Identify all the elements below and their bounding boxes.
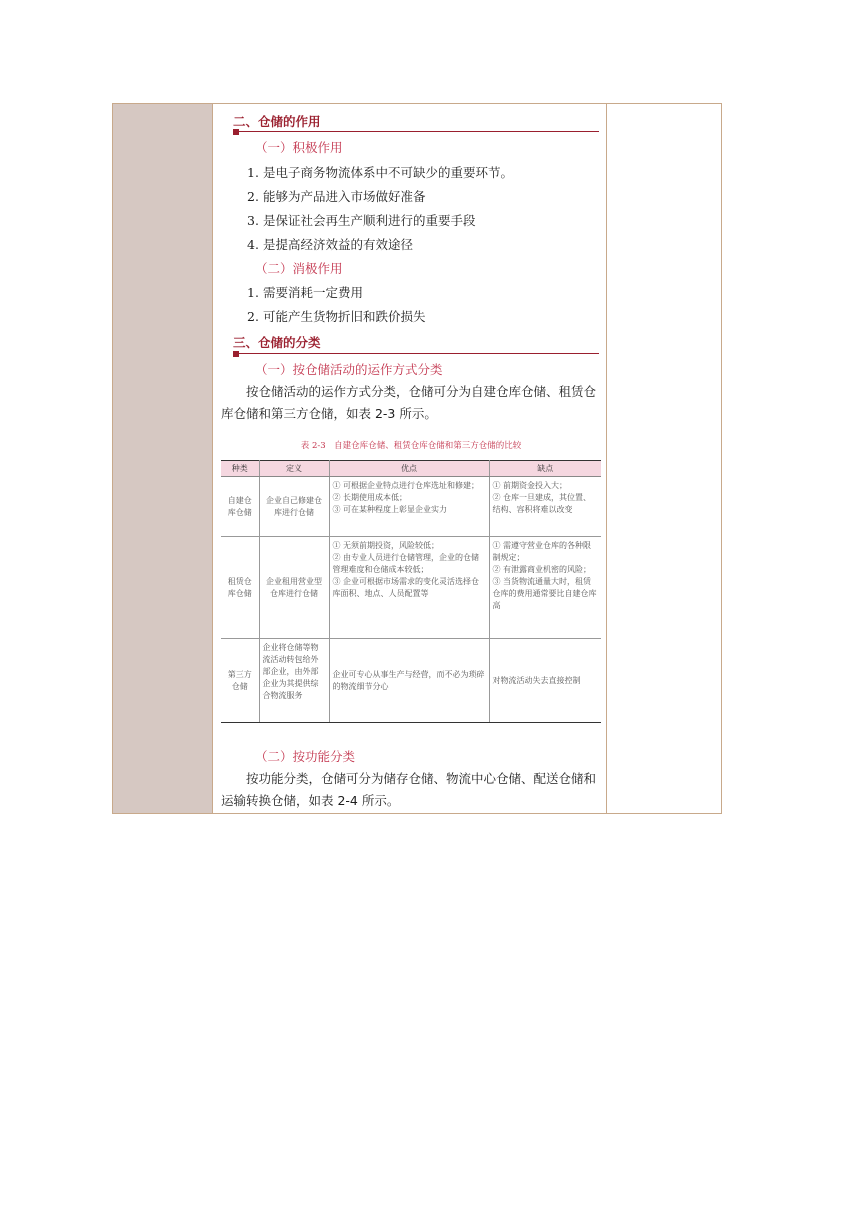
section-heading-classification: 三、仓储的分类	[233, 335, 321, 350]
header-pros: 优点	[329, 461, 489, 477]
list-item: 1. 需要消耗一定费用	[247, 285, 363, 300]
section-heading-role: 二、仓储的作用	[233, 114, 321, 129]
list-item: 2. 能够为产品进入市场做好准备	[247, 189, 426, 204]
left-column-cell	[113, 104, 213, 813]
cell-cons: ① 前期资金投入大； ② 仓库一旦建成，其位置、结构、容积将难以改变	[489, 477, 601, 537]
cell-cons: 对物流活动失去直接控制	[489, 639, 601, 723]
subheading-by-function: （二）按功能分类	[255, 749, 356, 764]
section-heading-rule	[235, 131, 599, 132]
cell-pros: ① 可根据企业特点进行仓库选址和修建； ② 长期使用成本低； ③ 可在某种程度上彰显企业实力	[329, 477, 489, 537]
section-heading-rule	[235, 353, 599, 354]
cell-definition: 企业自己修建仓库进行仓储	[259, 477, 329, 537]
header-definition: 定义	[259, 461, 329, 477]
paragraph-function: 按功能分类，仓储可分为储存仓储、物流中心仓储、配送仓储和运输转换仓储，如表 2-4 所示。	[221, 771, 597, 808]
table-header-row	[221, 461, 601, 477]
comparison-table	[221, 460, 601, 723]
cell-pros: ① 无须前期投资，风险较低； ② 由专业人员进行仓储管理，企业的仓储管理难度和仓储成本较低； ③ 企业可根据市场需求的变化灵活选择仓库面积、地点、人员配置等	[329, 537, 489, 639]
paragraph-operation: 按仓储活动的运作方式分类，仓储可分为自建仓库仓储、租赁仓库仓储和第三方仓储，如表 2-3 所示。	[221, 384, 597, 421]
cell-type: 自建仓库仓储	[221, 477, 259, 537]
cell-pros: 企业可专心从事生产与经营，而不必为琐碎的物流细节分心	[329, 639, 489, 723]
cell-definition: 企业将仓储等物流活动转包给外部企业，由外部企业为其提供综合物流服务	[259, 639, 329, 723]
cell-definition: 企业租用营业型仓库进行仓储	[259, 537, 329, 639]
table-row	[221, 639, 601, 723]
list-item: 4. 是提高经济效益的有效途径	[247, 237, 413, 252]
header-cons: 缺点	[489, 461, 601, 477]
list-item: 1. 是电子商务物流体系中不可缺少的重要环节。	[247, 165, 513, 180]
right-column-cell	[606, 104, 721, 813]
subheading-positive: （一）积极作用	[255, 140, 343, 155]
table-row	[221, 477, 601, 537]
table-row	[221, 537, 601, 639]
cell-type: 第三方仓储	[221, 639, 259, 723]
list-item: 2. 可能产生货物折旧和跌价损失	[247, 309, 426, 324]
cell-type: 租赁仓库仓储	[221, 537, 259, 639]
subheading-by-operation: （一）按仓储活动的运作方式分类	[255, 362, 443, 377]
content-column	[221, 104, 601, 813]
list-item: 3. 是保证社会再生产顺利进行的重要手段	[247, 213, 476, 228]
subheading-negative: （二）消极作用	[255, 261, 343, 276]
cell-cons: ① 需遵守营业仓库的各种限制规定； ② 有泄露商业机密的风险； ③ 当货物流通量大时，租赁仓库的费用通常要比自建仓库高	[489, 537, 601, 639]
table-caption: 表 2-3 自建仓库仓储、租赁仓库仓储和第三方仓储的比较	[300, 441, 522, 451]
lesson-table-frame	[112, 103, 722, 814]
header-type: 种类	[221, 461, 259, 477]
